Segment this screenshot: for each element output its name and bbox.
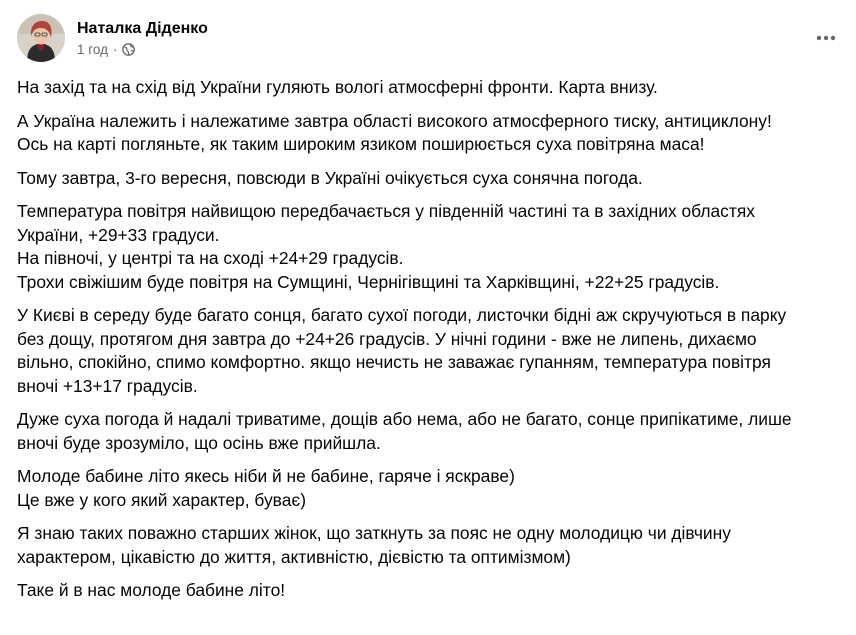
text-line: Температура повітря найвищою передбачається у південній частині та в західних областях xyxy=(17,201,755,221)
author-block xyxy=(77,19,208,58)
text-line: Ось на карті погляньте, як таким широким язиком поширюється суха повітряна маса! xyxy=(17,134,705,154)
text-line: Трохи свіжішим буде повітря на Сумщині, Чернігівщині та Харківщині, +22+25 градусів. xyxy=(17,271,720,292)
text-line: України, +29+33 градуси. xyxy=(17,224,220,245)
text-line: вільно, спокійно, спимо комфортно. якщо нечисть не заважає гупанням, температура повітря xyxy=(17,352,771,372)
avatar[interactable] xyxy=(17,14,65,62)
paragraph-5 xyxy=(17,304,845,398)
avatar-photo xyxy=(17,14,65,62)
text-line: Молоде бабине літо якесь ніби й не бабине, гаряче і яскраве) xyxy=(17,466,515,486)
text-line: вночі +13+17 градусів. xyxy=(17,375,198,396)
post-timestamp[interactable]: 1 год xyxy=(77,41,108,57)
text-line: Таке й в нас молоде бабине літо! xyxy=(17,580,286,600)
text-line: У Києві в середу буде багато сонця, багато сухої погоди, листочки бідні аж скручуються в парку xyxy=(17,305,787,325)
post-meta xyxy=(77,42,208,58)
text-line: характером, цікавістю до життя, активністю, дієвістю та оптимізмом) xyxy=(17,546,571,567)
paragraph-6 xyxy=(17,408,845,455)
text-line: Це вже у кого який характер, буває) xyxy=(17,489,307,510)
text-line: Дуже суха погода й надалі триватиме, дощів або нема, або не багато, сонце припікатиме, лише xyxy=(17,409,792,429)
text-line: Я знаю таких поважно старших жінок, що заткнуть за пояс не одну молодицю чи дівчину xyxy=(17,523,731,543)
post-header xyxy=(17,14,208,62)
post-body xyxy=(17,76,845,613)
paragraph-7 xyxy=(17,465,845,512)
author-name[interactable]: Наталка Діденко xyxy=(77,19,208,37)
paragraph-9 xyxy=(17,579,845,603)
more-options-icon[interactable] xyxy=(810,26,842,50)
paragraph-3 xyxy=(17,167,845,191)
text-line: На захід та на схід від України гуляють вологі атмосферні фронти. Карта внизу. xyxy=(17,77,658,97)
paragraph-4 xyxy=(17,200,845,294)
paragraph-2 xyxy=(17,110,845,157)
text-line: Тому завтра, 3-го вересня, повсюди в Україні очікується суха сонячна погода. xyxy=(17,167,643,188)
text-line: На півночі, у центрі та на сході +24+29 градусів. xyxy=(17,248,404,268)
text-line: без дощу, протягом дня завтра до +24+26 градусів. У нічні години - вже не липень, дихаємо xyxy=(17,328,757,349)
globe-icon[interactable] xyxy=(122,43,135,56)
meta-separator: · xyxy=(112,41,118,57)
text-line: А Україна належить і належатиме завтра області високого атмосферного тиску, антициклону! xyxy=(17,110,772,131)
paragraph-1 xyxy=(17,76,845,100)
paragraph-8 xyxy=(17,522,845,569)
text-line: вночі буде зрозуміло, що осінь вже прийшла. xyxy=(17,432,381,453)
